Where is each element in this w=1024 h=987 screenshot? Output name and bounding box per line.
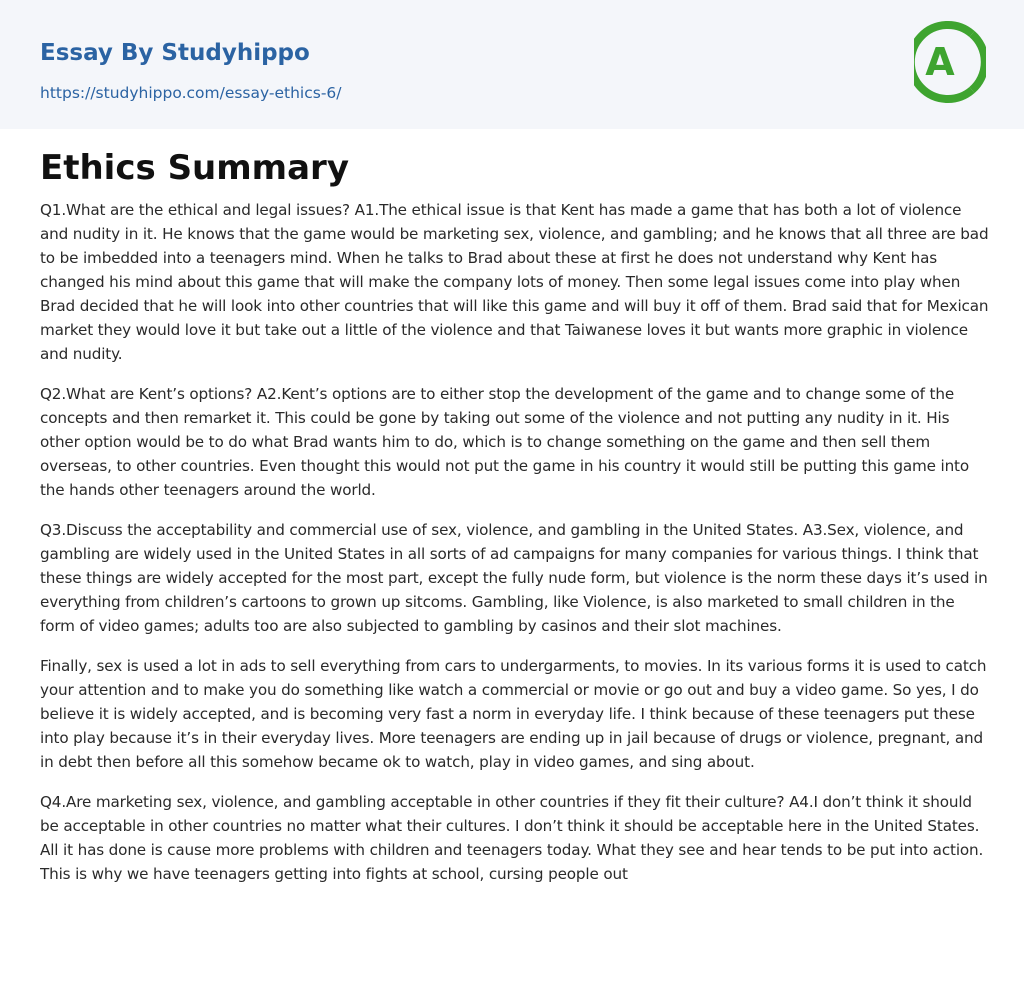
essay-url-link[interactable]: https://studyhippo.com/essay-ethics-6/ — [40, 84, 342, 102]
site-header — [0, 0, 1024, 129]
logo-letter: A — [925, 40, 955, 84]
essay-paragraph: Q3.Discuss the acceptability and commercial use of sex, violence, and gambling in the United States. A3.Sex, violence, and gambling are widely used in the United States in all sorts of ad campaigns for many companies for various things. I think that these things are widely accepted for the most part, except the fully nude form, but violence is the norm these days it’s used in everything from children’s cartoons to grown up sitcoms. Gambling, like Violence, is also marketed to small children in the form of video games; adults too are also subjected to gambling by casinos and their slot machines. — [40, 521, 988, 635]
essay-paragraph: Q1.What are the ethical and legal issues? A1.The ethical issue is that Kent has made a game that has both a lot of violence and nudity in it. He knows that the game would be marketing sex, violence, and gambling; and he knows that all three are bad to be imbedded into a teenagers mind. When he talks to Brad about these at first he does not understand why Kent has changed his mind about this game that will make the company lots of money. Then some legal issues come into play when Brad decided that he will look into other countries that will like this game and will buy it off of them. Brad said that for Mexican market they would love it but take out a little of the violence and that Taiwanese loves it but wants more graphic in violence and nudity. — [40, 201, 989, 363]
logo-svg — [914, 20, 986, 106]
essay-content — [40, 144, 990, 987]
essay-paragraph: Q2.What are Kent’s options? A2.Kent’s options are to either stop the development of the game and to change some of the concepts and then remarket it. This could be gone by taking out some of the violence and not putting any nudity in it. His other option would be to do what Brad wants him to do, which is to change something on the game and then sell them overseas, to other countries. Even thought this would not put the game in his country it would still be putting this game into the hands other teenagers around the world. — [40, 385, 969, 499]
brand-title[interactable]: Essay By Studyhippo — [40, 40, 310, 66]
essay-paragraph: Finally, sex is used a lot in ads to sell everything from cars to undergarments, to movies. In its various forms it is used to catch your attention and to make you do something like watch a commercial or movie or go out and buy a video game. So yes, I do believe it is widely accepted, and is becoming very fast a norm in everyday life. I think because of these teenagers put these into play because it’s in their everyday lives. More teenagers are ending up in jail because of drugs or violence, pregnant, and in debt then before all this somehow became ok to watch, play in video games, and sing about. — [40, 657, 987, 771]
studyhippo-logo-icon[interactable] — [914, 20, 986, 106]
essay-paragraph: Q4.Are marketing sex, violence, and gambling acceptable in other countries if they fit their culture? A4.I don’t think it should be acceptable in other countries no matter what their cultures. I don’t think it should be acceptable here in the United States. All it has done is cause more problems with children and teenagers today. What they see and hear tends to be put into action. This is why we have teenagers getting into fights at school, cursing people out — [40, 793, 984, 883]
essay-title: Ethics Summary — [40, 148, 349, 188]
